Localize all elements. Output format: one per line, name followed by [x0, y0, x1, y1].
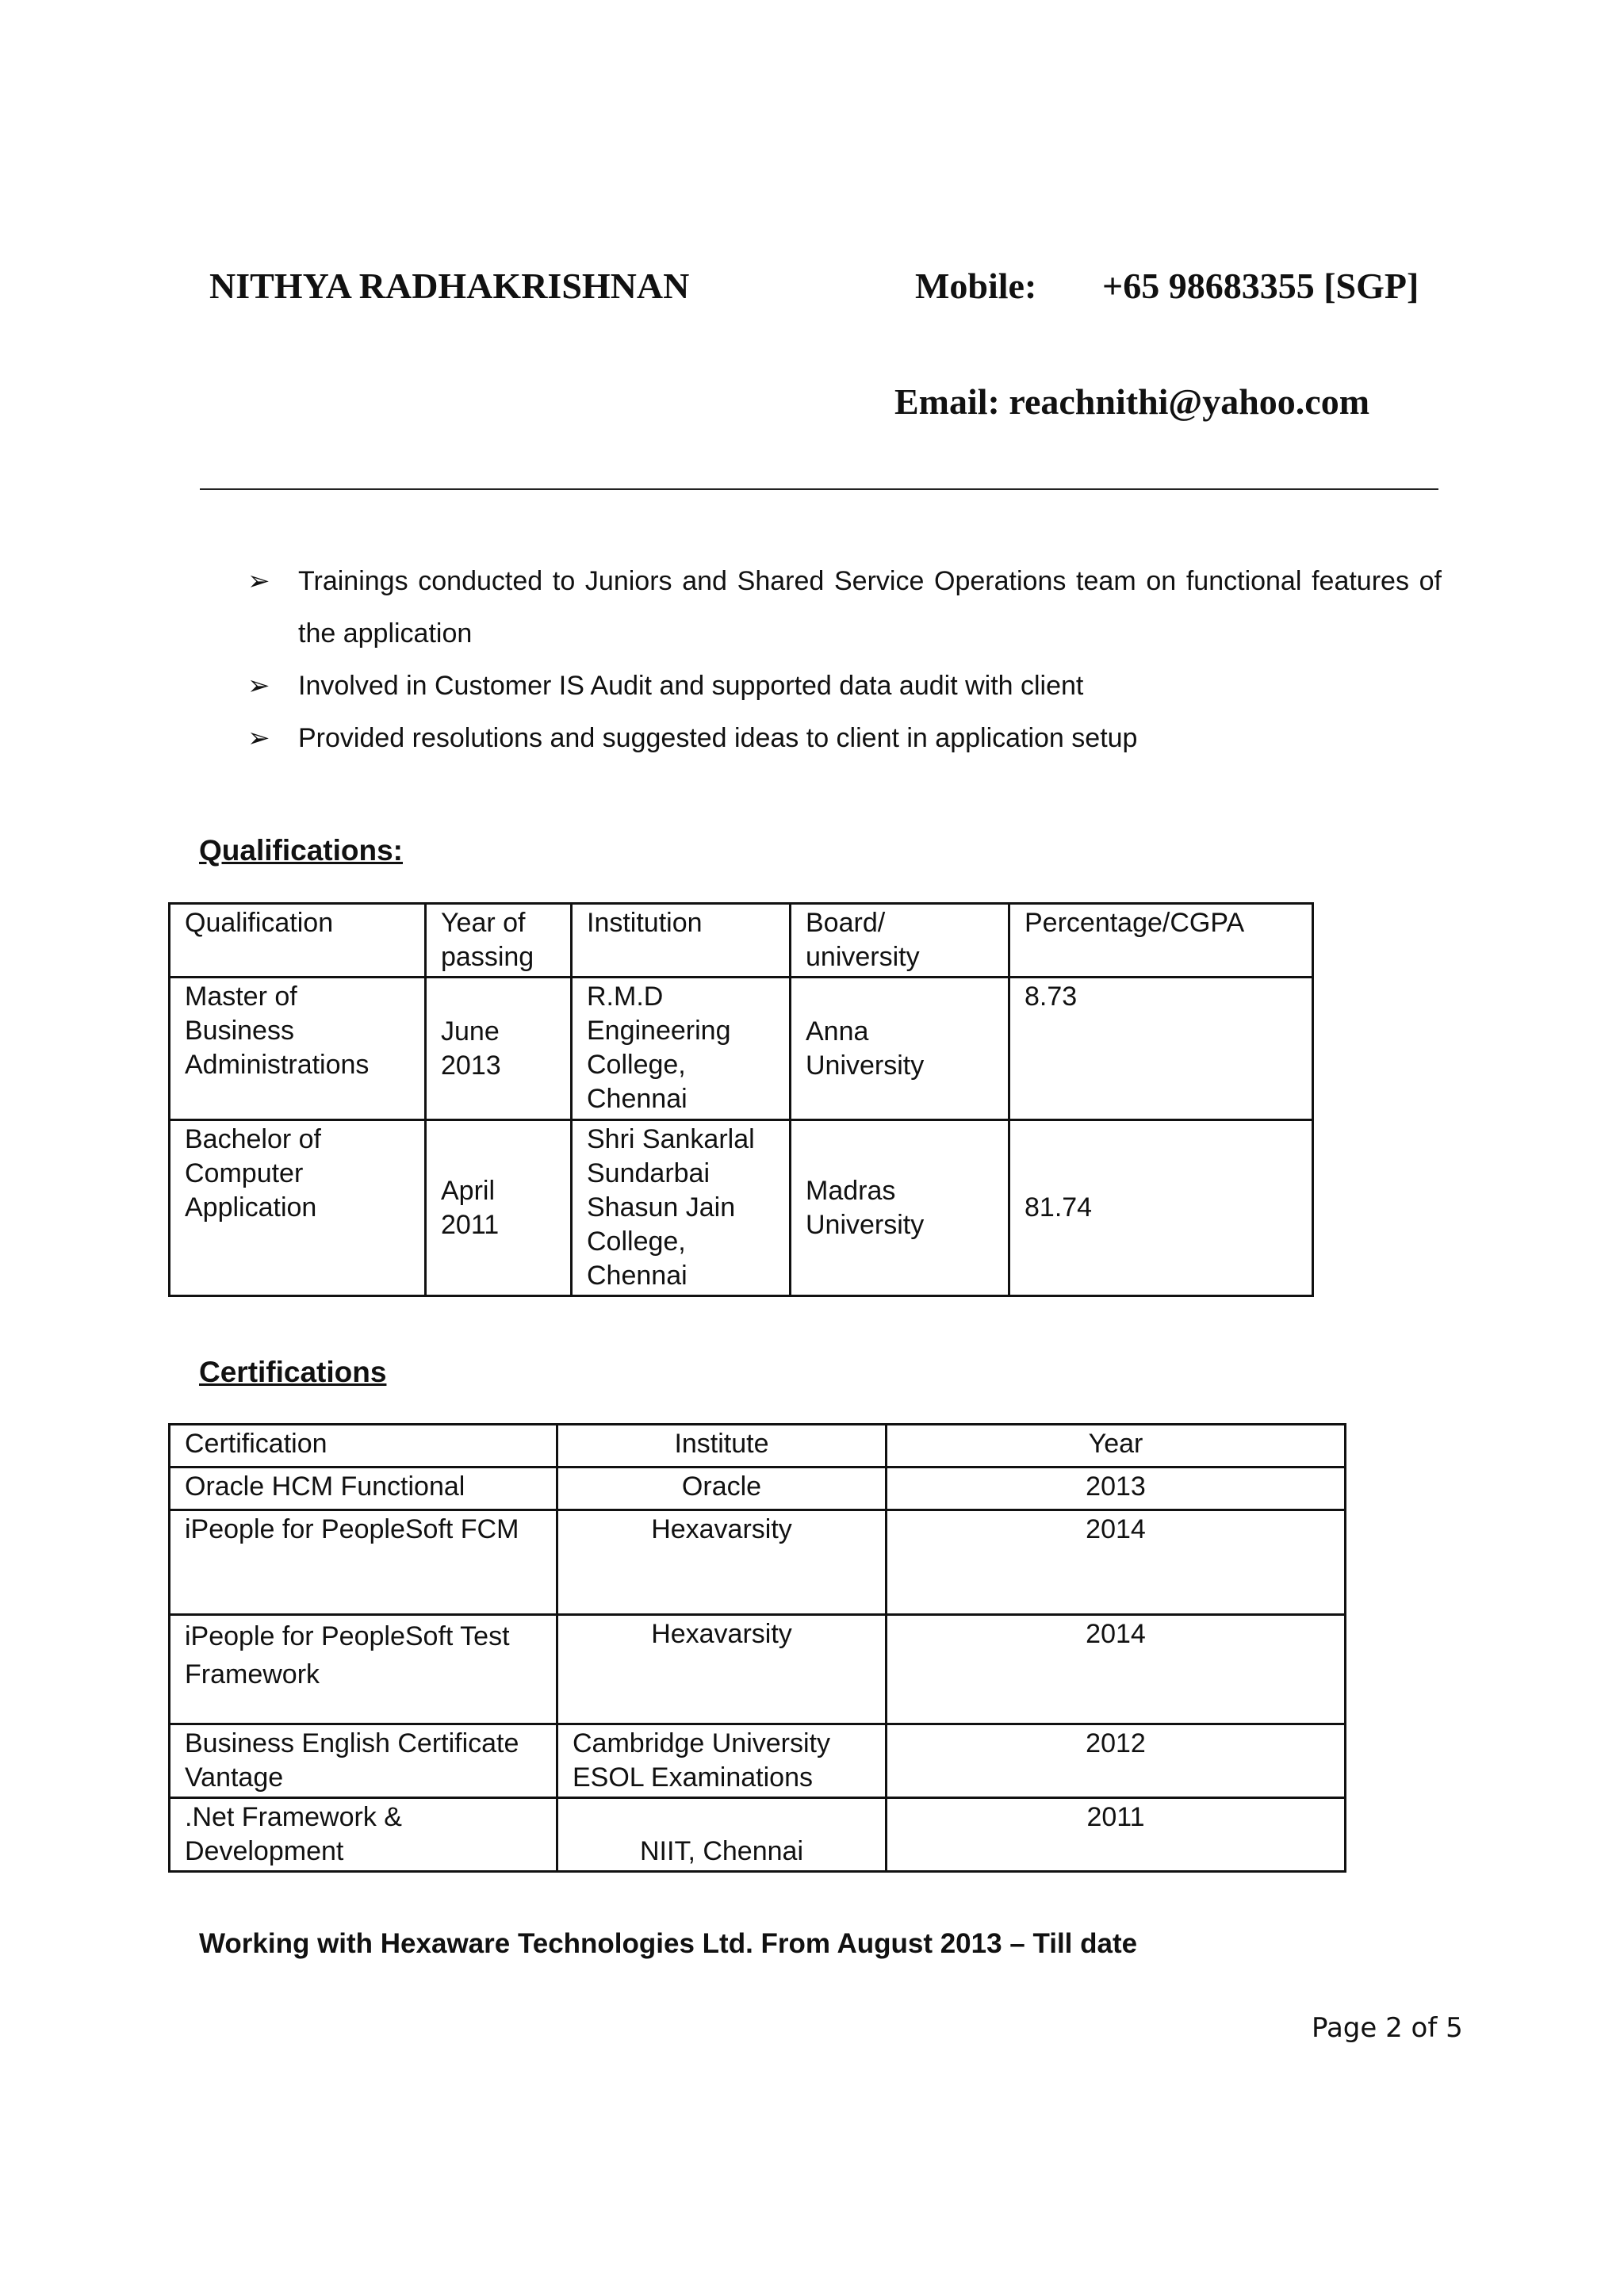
list-item: ➢ Trainings conducted to Juniors and Shared Service Operations team on functional features of the application: [247, 555, 1442, 660]
header-cell: Percentage/CGPA: [1009, 904, 1313, 978]
table-cell: iPeople for PeopleSoft Test Framework: [170, 1615, 557, 1724]
header-cell: Year of passing: [426, 904, 572, 978]
table-cell: Hexavarsity: [557, 1615, 887, 1724]
table-cell: Cambridge University ESOL Examinations: [557, 1724, 887, 1798]
header-cell: Board/ university: [791, 904, 1009, 978]
qualifications-heading: Qualifications:: [199, 834, 403, 867]
table-cell: Anna University: [791, 978, 1009, 1120]
table-cell: R.M.D Engineering College, Chennai: [572, 978, 791, 1120]
table-row: [170, 1510, 1346, 1615]
certifications-heading: Certifications: [199, 1356, 387, 1388]
table-cell: 2013: [887, 1468, 1346, 1510]
table-cell: 81.74: [1009, 1120, 1313, 1296]
table-cell: Hexavarsity: [557, 1510, 887, 1615]
mobile-number: +65 98683355 [SGP]: [1102, 266, 1419, 306]
mobile-label: Mobile:: [915, 266, 1037, 306]
table-cell: .Net Framework & Development: [170, 1798, 557, 1872]
table-cell: Oracle: [557, 1468, 887, 1510]
table-row: [170, 1615, 1346, 1724]
header-cell: Qualification: [170, 904, 426, 978]
table-cell: Bachelor of Computer Application: [170, 1120, 426, 1296]
table-row: [170, 1120, 1313, 1296]
table-row: [170, 978, 1313, 1120]
table-row: [170, 1468, 1346, 1510]
table-cell: Oracle HCM Functional: [170, 1468, 557, 1510]
certifications-table: [168, 1423, 1346, 1873]
employment-line: Working with Hexaware Technologies Ltd. From August 2013 – Till date: [199, 1928, 1138, 1959]
table-row: [170, 1798, 1346, 1872]
page-number: Page 2 of 5: [1312, 2012, 1463, 2044]
table-cell: Master of Business Administrations: [170, 978, 426, 1120]
table-cell: Business English Certificate Vantage: [170, 1724, 557, 1798]
table-cell: 8.73: [1009, 978, 1313, 1120]
table-cell: 2011: [887, 1798, 1346, 1872]
table-cell: 2014: [887, 1510, 1346, 1615]
table-cell: NIIT, Chennai: [557, 1798, 887, 1872]
arrow-right-icon: ➢: [247, 566, 270, 596]
table-cell: Madras University: [791, 1120, 1009, 1296]
arrow-right-icon: ➢: [247, 723, 270, 753]
table-cell: June 2013: [426, 978, 572, 1120]
header-cell: Institution: [572, 904, 791, 978]
table-header-row: [170, 904, 1313, 978]
qualifications-table: [168, 902, 1314, 1297]
table-cell: April 2011: [426, 1120, 572, 1296]
candidate-name: NITHYA RADHAKRISHNAN: [209, 266, 690, 306]
table-row: [170, 1724, 1346, 1798]
list-item: ➢ Provided resolutions and suggested ideas to client in application setup: [247, 712, 1442, 764]
table-cell: 2012: [887, 1724, 1346, 1798]
table-cell: 2014: [887, 1615, 1346, 1724]
table-header-row: [170, 1425, 1346, 1468]
header-divider: [200, 488, 1438, 490]
table-cell: Shri Sankarlal Sundarbai Shasun Jain College, Chennai: [572, 1120, 791, 1296]
header-cell: Institute: [557, 1425, 887, 1468]
responsibility-list: [247, 555, 1442, 764]
header-cell: Year: [887, 1425, 1346, 1468]
header-cell: Certification: [170, 1425, 557, 1468]
email-address: Email: reachnithi@yahoo.com: [894, 381, 1370, 422]
arrow-right-icon: ➢: [247, 671, 270, 701]
table-cell: iPeople for PeopleSoft FCM: [170, 1510, 557, 1615]
list-item: ➢ Involved in Customer IS Audit and supported data audit with client: [247, 660, 1442, 712]
